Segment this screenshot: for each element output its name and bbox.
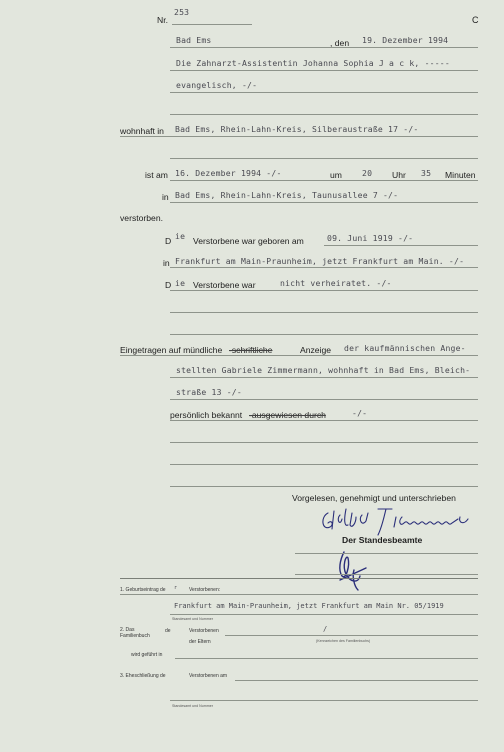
footer-item-1-rule (170, 614, 478, 615)
blank-rule-7 (170, 486, 478, 487)
registration-rule-2 (170, 377, 478, 378)
ist-am-label: ist am (145, 170, 168, 180)
read-approved-text: Vorgelesen, genehmigt und unterschrieben (292, 493, 456, 503)
marital-label: Verstorbene war (193, 280, 256, 290)
registration-line-3: straße 13 -/- (176, 387, 242, 397)
footer-item-2-de: de (165, 628, 171, 634)
marital-d-label: D (165, 280, 172, 290)
birth-place-rule (170, 267, 478, 268)
blank-rule-6 (170, 464, 478, 465)
registration-struck: -schriftliche (229, 345, 273, 355)
place-value: Bad Ems (176, 35, 212, 45)
registration-rule-3 (170, 399, 478, 400)
minuten-label: Minuten (445, 170, 476, 180)
person-line-2-rule (170, 92, 478, 93)
registrar-rule (295, 553, 478, 554)
registration-rule-1 (120, 355, 478, 356)
place-date-line (170, 47, 478, 48)
footer-item-2-rule (225, 635, 478, 636)
death-place-rule (170, 202, 478, 203)
registrar-label: Der Standesbeamte (342, 535, 423, 545)
blank-rule-4 (170, 334, 478, 335)
registration-line-1: der kaufmännischen Ange- (344, 343, 466, 353)
birth-date-rule (324, 245, 478, 246)
marital-ie-typed: ie (175, 278, 186, 288)
footer-item-2-eltern: der Eltern (189, 639, 211, 645)
death-date: 16. Dezember 1994 -/- (175, 168, 282, 178)
person-line-1-rule (170, 70, 478, 71)
blank-rule-3 (170, 312, 478, 313)
footer-item-2-verstorbenen: Verstorbenen (189, 628, 219, 634)
known-label: persönlich bekannt (170, 410, 243, 420)
known-value: -/- (352, 408, 368, 418)
footer-item-3-label: 3. Eheschließung de (120, 673, 166, 679)
birth-label: Verstorbene war geboren am (193, 236, 304, 246)
footer-item-1-sub: Verstorbenen: (189, 587, 221, 593)
footer-item-2-wird: wird geführt in (131, 652, 163, 658)
footer-item-2-wird-rule (175, 658, 478, 659)
blank-rule-5 (170, 442, 478, 443)
birth-place: Frankfurt am Main-Praunheim, jetzt Frankfurt am Main. -/- (175, 256, 465, 266)
registration-line-2: stellten Gabriele Zimmermann, wohnhaft in Bad Ems, Bleich- (176, 365, 471, 375)
known-struck: -ausgewiesen durch (249, 410, 326, 420)
residence-rule (120, 136, 478, 137)
residence-label: wohnhaft in (120, 126, 164, 136)
date-value: 19. Dezember 1994 (362, 35, 449, 45)
death-place: Bad Ems, Rhein-Lahn-Kreis, Taunusallee 7 -/- (175, 190, 399, 200)
death-in-label: in (162, 192, 169, 202)
footer-item-2-slash: / (323, 625, 328, 633)
section-divider (120, 578, 478, 579)
birth-d-label: D (165, 236, 172, 246)
footer-item-3-sub: Verstorbenen am (189, 673, 228, 679)
death-hour: 20 (362, 168, 373, 178)
residence-value: Bad Ems, Rhein-Lahn-Kreis, Silberaustraße 17 -/- (175, 124, 419, 134)
marital-rule (170, 290, 478, 291)
form-letter: C (472, 15, 479, 25)
verstorben-label: verstorben. (120, 213, 163, 223)
footer-item-2-label: 2. Das Familienbuch (120, 627, 150, 639)
footer-item-1-label: 1. Geburtseintrag de (120, 587, 166, 593)
death-date-rule (170, 180, 478, 181)
footer-item-2-caption: (Kennzeichen des Familienbuchs) (316, 639, 371, 643)
nr-underline (172, 24, 252, 25)
marital-value: nicht verheiratet. -/- (280, 278, 392, 288)
person-line-2: evangelisch, -/- (176, 80, 258, 90)
footer-item-1-value: Frankfurt am Main-Praunheim, jetzt Frankfurt am Main Nr. 05/1919 (174, 602, 444, 610)
birth-date: 09. Juni 1919 -/- (327, 233, 414, 243)
registration-label: Eingetragen auf mündliche (120, 345, 223, 355)
blank-rule (170, 114, 478, 115)
footer-item-1-caption: Standesamt und Nummer (172, 617, 213, 621)
birth-ie-typed: ie (175, 231, 186, 241)
uhr-label: Uhr (392, 170, 406, 180)
footer-item-3-rule-1 (235, 680, 478, 681)
death-minutes: 35 (421, 168, 432, 178)
anzeige-label: Anzeige (300, 345, 332, 355)
blank-rule-2 (170, 158, 478, 159)
nr-value: 253 (174, 7, 190, 17)
birth-in-label: in (163, 258, 170, 268)
footer-item-1-rule-top (120, 594, 478, 595)
footer-item-3-rule-2 (170, 700, 478, 701)
person-line-1: Die Zahnarzt-Assistentin Johanna Sophia J a c k, ----- (176, 58, 450, 68)
um-label: um (330, 170, 342, 180)
footer-item-3-caption: Standesamt und Nummer (172, 704, 213, 708)
known-rule (170, 420, 478, 421)
signature-rule (295, 574, 478, 575)
nr-label: Nr. (157, 15, 168, 25)
den-label: , den (330, 38, 350, 48)
footer-item-1-r: r (174, 585, 178, 591)
